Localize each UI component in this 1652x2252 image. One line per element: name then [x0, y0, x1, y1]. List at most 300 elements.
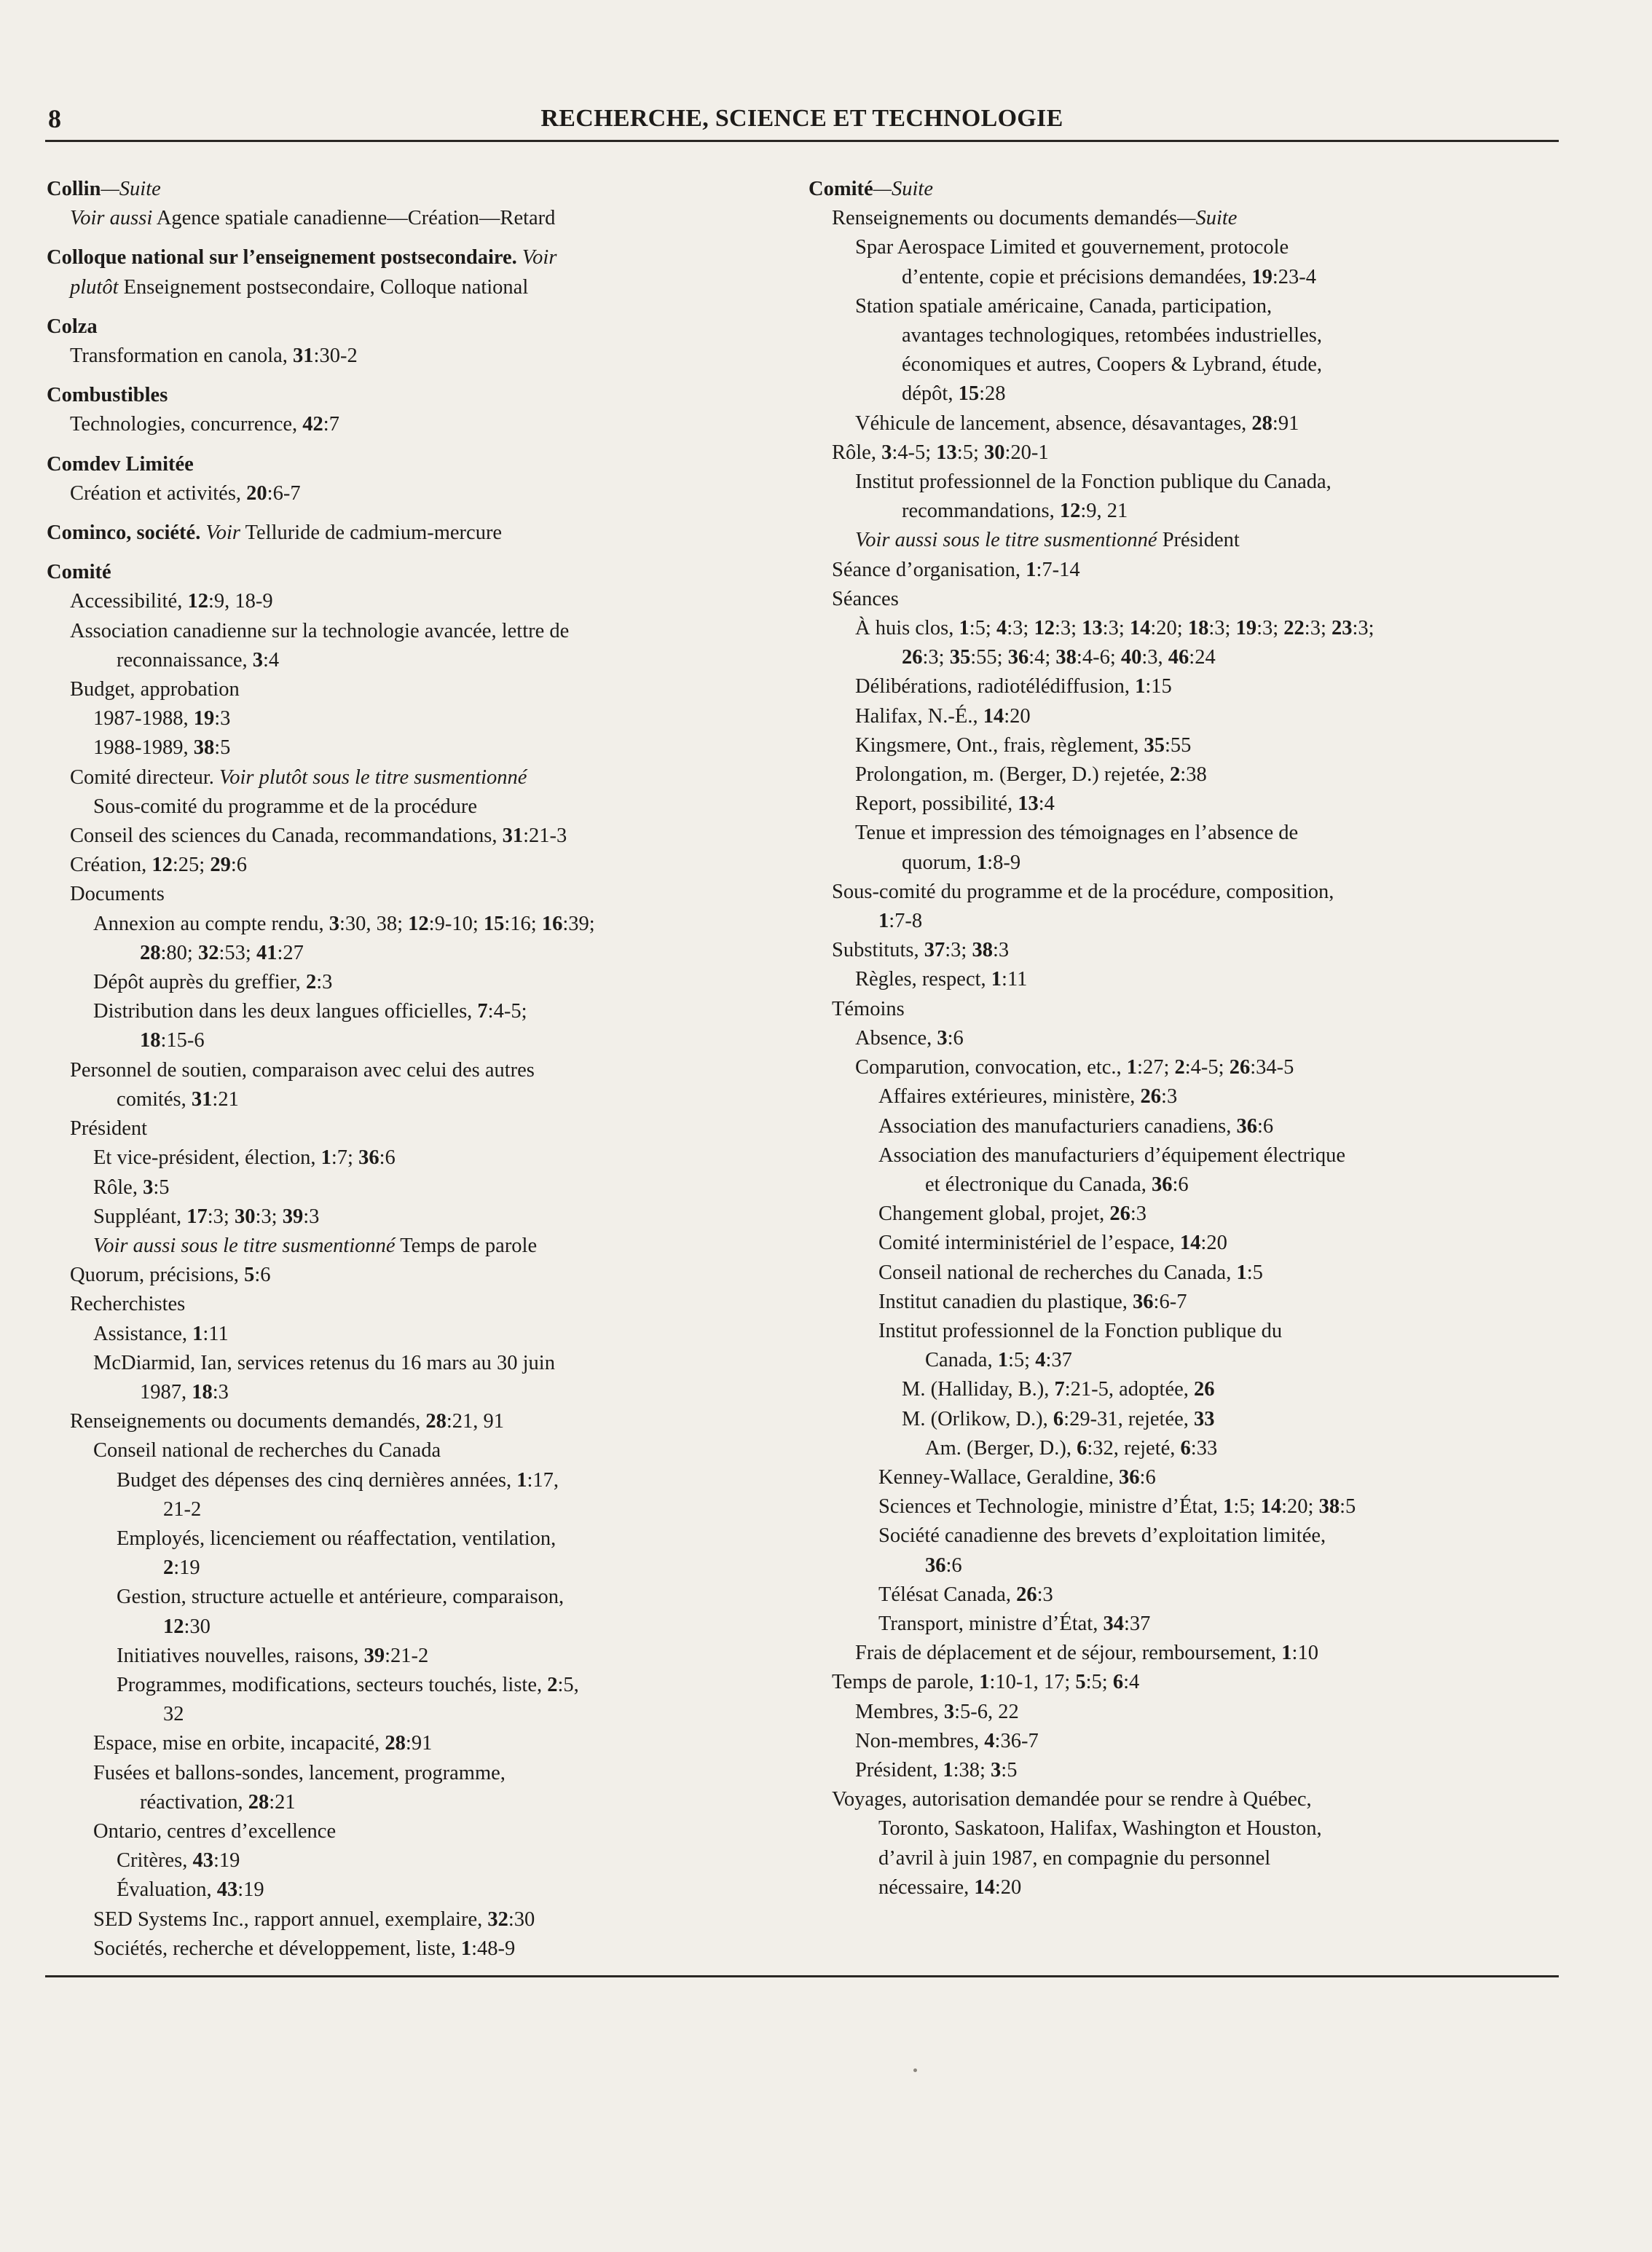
- index-text: Séance d’organisation,: [832, 558, 1026, 581]
- volume-number: 14: [1260, 1495, 1282, 1519]
- index-text: :32, rejeté,: [1087, 1436, 1181, 1460]
- index-text: Temps de parole,: [832, 1671, 980, 1694]
- index-text: recommandations,: [902, 500, 1060, 523]
- volume-number: 19: [193, 707, 215, 731]
- cross-reference-text: plutôt: [70, 275, 119, 299]
- volume-number: 1: [1281, 1642, 1292, 1665]
- index-text: Association des manufacturiers canadiens,: [878, 1114, 1237, 1138]
- index-subentry: [809, 1610, 1562, 1639]
- index-subentry: [47, 1700, 775, 1729]
- index-text: Enseignement postsecondaire, Colloque national: [118, 275, 529, 299]
- index-text: Sous-comité du programme et de la procédure: [93, 795, 478, 818]
- cross-reference-text: Voir aussi sous le titre susmentionné: [93, 1234, 396, 1257]
- volume-number: 22: [1283, 617, 1305, 640]
- index-text: :6: [945, 1554, 962, 1577]
- index-subentry: [47, 1905, 775, 1934]
- index-text: Budget, approbation: [70, 678, 240, 701]
- index-text: Station spatiale américaine, Canada, participation,: [855, 294, 1273, 318]
- entry-spacer: [47, 508, 775, 519]
- index-subentry: [809, 1551, 1562, 1580]
- index-subentry: [47, 1232, 775, 1261]
- volume-number: 3: [991, 1758, 1002, 1781]
- index-text: Accessibilité,: [70, 590, 188, 613]
- index-text: Sciences et Technologie, ministre d’État,: [878, 1495, 1224, 1519]
- volume-number: 2: [163, 1556, 174, 1580]
- index-subentry: [809, 1346, 1562, 1375]
- entry-spacer: [47, 440, 775, 450]
- index-text: :48-9: [471, 1937, 516, 1960]
- volume-number: 2: [547, 1673, 558, 1696]
- index-subentry: [809, 468, 1562, 497]
- index-text: :30-2: [313, 345, 358, 368]
- index-text: :5;: [956, 441, 984, 464]
- volume-number: 12: [408, 912, 429, 935]
- index-subentry: [47, 1846, 775, 1875]
- volume-number: 26: [1109, 1202, 1130, 1226]
- index-text: :4-5;: [892, 441, 937, 464]
- volume-number: 38: [193, 736, 215, 760]
- index-text: :37: [1123, 1612, 1151, 1635]
- volume-number: 3: [329, 912, 339, 935]
- index-subentry: [809, 936, 1562, 965]
- volume-number: 1: [320, 1146, 331, 1170]
- index-text: :23-4: [1272, 265, 1317, 288]
- index-subentry: [809, 790, 1562, 819]
- volume-number: 43: [216, 1878, 238, 1902]
- index-text: :20: [1200, 1232, 1227, 1255]
- index-subentry: [809, 1756, 1562, 1785]
- index-text: Spar Aerospace Limited et gouvernement, protocole: [855, 236, 1289, 259]
- volume-number: 28: [1251, 412, 1273, 435]
- index-text: :36-7: [994, 1729, 1039, 1752]
- index-text: Programmes, modifications, secteurs touchés, liste,: [117, 1673, 548, 1696]
- index-heading: [47, 450, 775, 479]
- index-subentry: [47, 910, 775, 939]
- index-text: :19: [173, 1556, 200, 1580]
- index-text: 1987,: [140, 1380, 192, 1403]
- index-subentry: [47, 675, 775, 704]
- index-text: :9, 18-9: [208, 590, 273, 613]
- index-text: :5;: [969, 617, 996, 640]
- index-text: :55: [1165, 733, 1192, 757]
- index-text: :30: [184, 1615, 211, 1638]
- index-text: Temps de parole: [395, 1234, 538, 1257]
- index-subentry: [47, 1671, 775, 1700]
- index-subentry: [47, 1378, 775, 1407]
- index-text: Institut professionnel de la Fonction publique du Canada,: [855, 471, 1332, 494]
- index-text: Renseignements ou documents demandés: [832, 207, 1178, 230]
- index-subentry: [809, 263, 1562, 292]
- index-text: :5;: [1085, 1671, 1113, 1694]
- index-text: :3: [1161, 1085, 1178, 1109]
- index-text: :21-3: [523, 824, 567, 848]
- index-subentry: [47, 997, 775, 1026]
- index-text: :20-1: [1004, 441, 1049, 464]
- cross-reference-text: —Suite: [101, 178, 161, 200]
- index-text: :6: [254, 1264, 271, 1287]
- index-text: et électronique du Canada,: [925, 1173, 1152, 1196]
- volume-number: 18: [192, 1380, 213, 1403]
- volume-number: 37: [924, 939, 945, 962]
- index-text: :11: [202, 1322, 229, 1345]
- index-text: comités,: [117, 1087, 192, 1111]
- index-subentry: [47, 704, 775, 733]
- index-text: Conseil des sciences du Canada, recommandations,: [70, 824, 503, 848]
- index-subentry: [47, 587, 775, 616]
- index-subentry: [809, 965, 1562, 994]
- index-subentry: [47, 479, 775, 508]
- index-subentry: [47, 342, 775, 371]
- index-text: Transformation en canola,: [70, 345, 294, 368]
- index-text: Employés, licenciement ou réaffectation, ventilation,: [117, 1527, 556, 1550]
- index-text: Report, possibilité,: [855, 792, 1018, 816]
- index-subentry: [809, 1259, 1562, 1288]
- index-heading: [47, 519, 775, 548]
- volume-number: 39: [282, 1205, 304, 1228]
- index-text: Critères,: [117, 1849, 193, 1873]
- volume-number: 40: [1120, 646, 1142, 669]
- volume-number: 38: [1318, 1495, 1340, 1519]
- volume-number: 1: [192, 1322, 203, 1345]
- index-text: :7: [323, 413, 339, 436]
- index-text: :15: [1145, 675, 1172, 698]
- index-text: :4-5;: [487, 1000, 527, 1023]
- index-text: McDiarmid, Ian, services retenus du 16 mars au 30 juin: [93, 1351, 555, 1374]
- index-subentry: [809, 878, 1562, 907]
- index-text: :5;: [1233, 1495, 1261, 1519]
- index-subentry: [47, 1642, 775, 1671]
- index-text: :5: [214, 736, 231, 760]
- index-text: Association des manufacturiers d’équipement électrique: [878, 1143, 1346, 1167]
- index-text: Combustibles: [47, 384, 168, 407]
- index-text: Renseignements ou documents demandés,: [70, 1410, 426, 1433]
- index-subentry: [809, 702, 1562, 731]
- volume-number: 4: [984, 1729, 995, 1752]
- cross-reference-text: Voir aussi: [70, 207, 153, 230]
- index-subentry: [47, 1407, 775, 1436]
- volume-number: 36: [1007, 646, 1029, 669]
- volume-number: 7: [1054, 1378, 1065, 1401]
- volume-number: 1: [997, 1349, 1008, 1372]
- index-text: :55;: [970, 646, 1008, 669]
- index-text: :24: [1189, 646, 1216, 669]
- index-subentry: [47, 1290, 775, 1319]
- index-subentry: [809, 233, 1562, 262]
- index-text: :27;: [1137, 1056, 1175, 1079]
- index-subentry: [809, 1141, 1562, 1170]
- cross-reference-text: Voir plutôt sous le titre susmentionné: [219, 765, 527, 789]
- index-text: Gestion, structure actuelle et antérieure, comparaison,: [117, 1586, 565, 1609]
- index-text: :38: [1180, 763, 1207, 787]
- volume-number: 6: [1180, 1436, 1191, 1460]
- index-text: Colza: [47, 315, 98, 338]
- index-text: :6: [230, 854, 248, 877]
- cross-reference-text: Voir: [522, 246, 557, 269]
- volume-number: 35: [949, 646, 971, 669]
- volume-number: 19: [1235, 617, 1257, 640]
- index-text: :5: [1246, 1261, 1263, 1284]
- volume-number: 3: [937, 1026, 948, 1050]
- index-text: :21: [212, 1087, 239, 1111]
- volume-number: 28: [385, 1732, 406, 1755]
- volume-number: 29: [210, 854, 231, 877]
- index-text: :3;: [922, 646, 950, 669]
- index-text: Association canadienne sur la technologie avancée, lettre de: [70, 619, 570, 642]
- index-column-left: [47, 175, 775, 1964]
- volume-number: 14: [1129, 617, 1151, 640]
- index-subentry: [809, 1375, 1562, 1404]
- index-text: M. (Halliday, B.),: [902, 1378, 1055, 1401]
- index-text: :3;: [255, 1205, 283, 1228]
- volume-number: 38: [1055, 646, 1077, 669]
- index-subentry: [809, 1844, 1562, 1873]
- index-subentry: [809, 497, 1562, 526]
- index-text: Am. (Berger, D.),: [925, 1436, 1077, 1460]
- index-text: Annexion au compte rendu,: [93, 912, 329, 935]
- index-subentry: [809, 1053, 1562, 1082]
- index-text: :6: [1172, 1173, 1189, 1196]
- running-title: RECHERCHE, SCIENCE ET TECHNOLOGIE: [540, 105, 1063, 132]
- index-text: :28: [979, 382, 1006, 406]
- index-subentry: [809, 438, 1562, 468]
- index-subentry: [809, 1024, 1562, 1053]
- index-text: :34-5: [1250, 1056, 1294, 1079]
- index-subentry: [47, 1759, 775, 1788]
- index-text: :16;: [504, 912, 542, 935]
- index-subentry: [47, 1934, 775, 1964]
- index-text: :3: [214, 707, 231, 731]
- index-text: d’avril à juin 1987, en compagnie du personnel: [878, 1846, 1271, 1870]
- index-text: :9, 21: [1080, 500, 1128, 523]
- index-text: Affaires extérieures, ministère,: [878, 1085, 1141, 1109]
- index-text: Conseil national de recherches du Canada,: [878, 1261, 1237, 1284]
- index-text: Rôle,: [832, 441, 882, 464]
- index-text: Création et activités,: [70, 481, 247, 505]
- index-text: Comdev Limitée: [47, 452, 194, 476]
- volume-number: 36: [1119, 1465, 1140, 1489]
- index-text: 1987-1988,: [93, 707, 194, 731]
- index-text: Non-membres,: [855, 1729, 985, 1752]
- volume-number: 46: [1168, 646, 1189, 669]
- index-text: :10: [1291, 1642, 1318, 1665]
- volume-number: 39: [363, 1644, 385, 1667]
- index-text: Assistance,: [93, 1322, 193, 1345]
- index-text: :3;: [1352, 617, 1374, 640]
- index-text: Télésat Canada,: [878, 1583, 1017, 1606]
- index-text: Cominco, société.: [47, 521, 206, 545]
- index-text: :37: [1045, 1349, 1072, 1372]
- volume-number: 28: [425, 1410, 447, 1433]
- volume-number: 36: [358, 1146, 379, 1170]
- volume-number: 3: [881, 441, 892, 464]
- index-subentry: [809, 1405, 1562, 1434]
- index-subentry: [47, 822, 775, 851]
- index-text: Président: [70, 1117, 148, 1141]
- volume-number: 34: [1103, 1612, 1124, 1635]
- volume-number: 1: [878, 910, 889, 933]
- volume-number: 12: [1059, 500, 1081, 523]
- index-subentry: [47, 1436, 775, 1465]
- index-subentry: [809, 760, 1562, 790]
- index-subentry: [809, 1317, 1562, 1346]
- index-text: :21-2: [385, 1644, 429, 1667]
- volume-number: 12: [187, 590, 208, 613]
- index-subentry: [47, 1261, 775, 1290]
- index-text: Comparution, convocation, etc.,: [855, 1056, 1127, 1079]
- volume-number: 1: [959, 617, 969, 640]
- volume-number: 41: [256, 941, 278, 964]
- cross-reference-text: —Suite: [873, 178, 933, 200]
- volume-number: 1: [1126, 1056, 1138, 1079]
- index-subentry: [47, 1173, 775, 1202]
- index-text: :6-7: [267, 481, 301, 505]
- index-text: Comité interministériel de l’espace,: [878, 1232, 1180, 1255]
- index-text: :5: [1001, 1758, 1018, 1781]
- index-text: :21: [269, 1790, 296, 1814]
- index-subentry: [809, 1170, 1562, 1200]
- index-text: :4: [263, 648, 280, 672]
- index-text: Espace, mise en orbite, incapacité,: [93, 1732, 385, 1755]
- index-heading: [47, 175, 775, 204]
- index-subentry: [47, 1583, 775, 1612]
- index-text: :20: [994, 1875, 1022, 1899]
- index-subentry: [47, 763, 775, 792]
- index-text: Kingsmere, Ont., frais, règlement,: [855, 733, 1144, 757]
- index-subentry: [47, 646, 775, 675]
- volume-number: 26: [1194, 1378, 1215, 1401]
- index-subentry: [809, 1112, 1562, 1141]
- index-text: M. (Orlikow, D.),: [902, 1407, 1053, 1430]
- index-text: :33: [1190, 1436, 1218, 1460]
- index-subentry: [809, 819, 1562, 848]
- index-subentry: [809, 1727, 1562, 1756]
- index-text: Délibérations, radiotélédiffusion,: [855, 675, 1136, 698]
- index-text: :30: [508, 1907, 535, 1931]
- volume-number: 28: [248, 1790, 270, 1814]
- index-subentry: [47, 1114, 775, 1143]
- index-text: :5: [153, 1176, 170, 1199]
- index-subentry: [809, 204, 1562, 233]
- index-text: À huis clos,: [855, 617, 959, 640]
- index-heading: [47, 558, 775, 587]
- header-rule: [45, 140, 1559, 142]
- footer-rule: [45, 1975, 1559, 1977]
- index-subentry: [809, 379, 1562, 409]
- cross-reference-text: Voir aussi sous le titre susmentionné: [855, 529, 1157, 552]
- index-text: :80;: [160, 941, 198, 964]
- index-text: économiques et autres, Coopers & Lybrand, étude,: [902, 353, 1322, 377]
- index-text: :3: [212, 1380, 229, 1403]
- index-text: :6: [1256, 1114, 1274, 1138]
- index-text: :19: [237, 1878, 264, 1902]
- index-heading: [809, 175, 1562, 204]
- volume-number: 6: [1053, 1407, 1064, 1430]
- volume-number: 13: [1082, 617, 1103, 640]
- volume-number: 14: [1179, 1232, 1201, 1255]
- index-subentry: [809, 1082, 1562, 1111]
- index-subentry: [809, 292, 1562, 321]
- volume-number: 35: [1144, 733, 1165, 757]
- index-text: Collin: [47, 178, 101, 200]
- volume-number: 18: [140, 1029, 161, 1052]
- index-text: :29-31, rejetée,: [1063, 1407, 1195, 1430]
- index-subentry: [809, 526, 1562, 555]
- index-text: SED Systems Inc., rapport annuel, exemplaire,: [93, 1907, 488, 1931]
- index-subentry: [809, 1668, 1562, 1697]
- index-text: :4;: [1028, 646, 1056, 669]
- index-text: Témoins: [832, 997, 905, 1020]
- index-subentry: [809, 995, 1562, 1024]
- volume-number: 19: [1251, 265, 1273, 288]
- index-text: :3: [992, 939, 1010, 962]
- index-subentry: [809, 1288, 1562, 1317]
- index-subentry: [47, 851, 775, 880]
- index-text: :19: [213, 1849, 240, 1873]
- volume-number: 4: [1035, 1349, 1046, 1372]
- index-subentry: [47, 1320, 775, 1349]
- index-heading: [47, 312, 775, 342]
- index-text: :5;: [1007, 1349, 1036, 1372]
- index-text: Président,: [855, 1758, 943, 1781]
- index-heading: [47, 381, 775, 410]
- index-text: Dépôt auprès du greffier,: [93, 971, 306, 994]
- index-text: 21-2: [163, 1497, 202, 1521]
- index-text: 32: [163, 1703, 184, 1726]
- volume-number: 2: [305, 971, 317, 994]
- volume-number: 30: [234, 1205, 256, 1228]
- index-text: :7-8: [889, 910, 923, 933]
- index-text: Voyages, autorisation demandée pour se rendre à Québec,: [832, 1788, 1312, 1811]
- index-text: Institut professionnel de la Fonction publique du: [878, 1319, 1283, 1342]
- index-subentry: [47, 1143, 775, 1173]
- index-subentry: [47, 204, 775, 233]
- volume-number: 4: [996, 617, 1007, 640]
- volume-number: 15: [958, 382, 980, 406]
- volume-number: 17: [186, 1205, 208, 1228]
- volume-number: 18: [1187, 617, 1209, 640]
- index-subentry: [47, 1026, 775, 1055]
- index-subentry: [47, 939, 775, 968]
- index-text: :53;: [219, 941, 256, 964]
- volume-number: 31: [502, 824, 524, 848]
- index-subentry: [809, 731, 1562, 760]
- index-text: :25;: [172, 854, 211, 877]
- index-subentry: [809, 614, 1562, 643]
- index-text: :11: [1002, 968, 1028, 991]
- index-subentry: [809, 1492, 1562, 1521]
- index-text: :20;: [1150, 617, 1188, 640]
- index-text: Halifax, N.-É.,: [855, 704, 983, 728]
- volume-number: 26: [902, 646, 923, 669]
- entry-spacer: [47, 233, 775, 243]
- volume-number: 28: [140, 941, 161, 964]
- volume-number: 12: [1034, 617, 1055, 640]
- entry-spacer: [47, 548, 775, 558]
- index-text: Membres,: [855, 1700, 944, 1723]
- volume-number: 36: [1133, 1290, 1154, 1313]
- index-text: Suppléant,: [93, 1205, 187, 1228]
- index-subentry: [47, 1788, 775, 1817]
- volume-number: 6: [1112, 1671, 1124, 1694]
- index-subentry: [809, 321, 1562, 350]
- page-number: 8: [48, 104, 61, 133]
- index-text: :3;: [207, 1205, 235, 1228]
- index-text: Colloque national sur l’enseignement postsecondaire.: [47, 246, 522, 269]
- index-text: :3;: [1208, 617, 1236, 640]
- index-subentry: [809, 1521, 1562, 1551]
- index-heading: [47, 243, 775, 272]
- volume-number: 20: [246, 481, 267, 505]
